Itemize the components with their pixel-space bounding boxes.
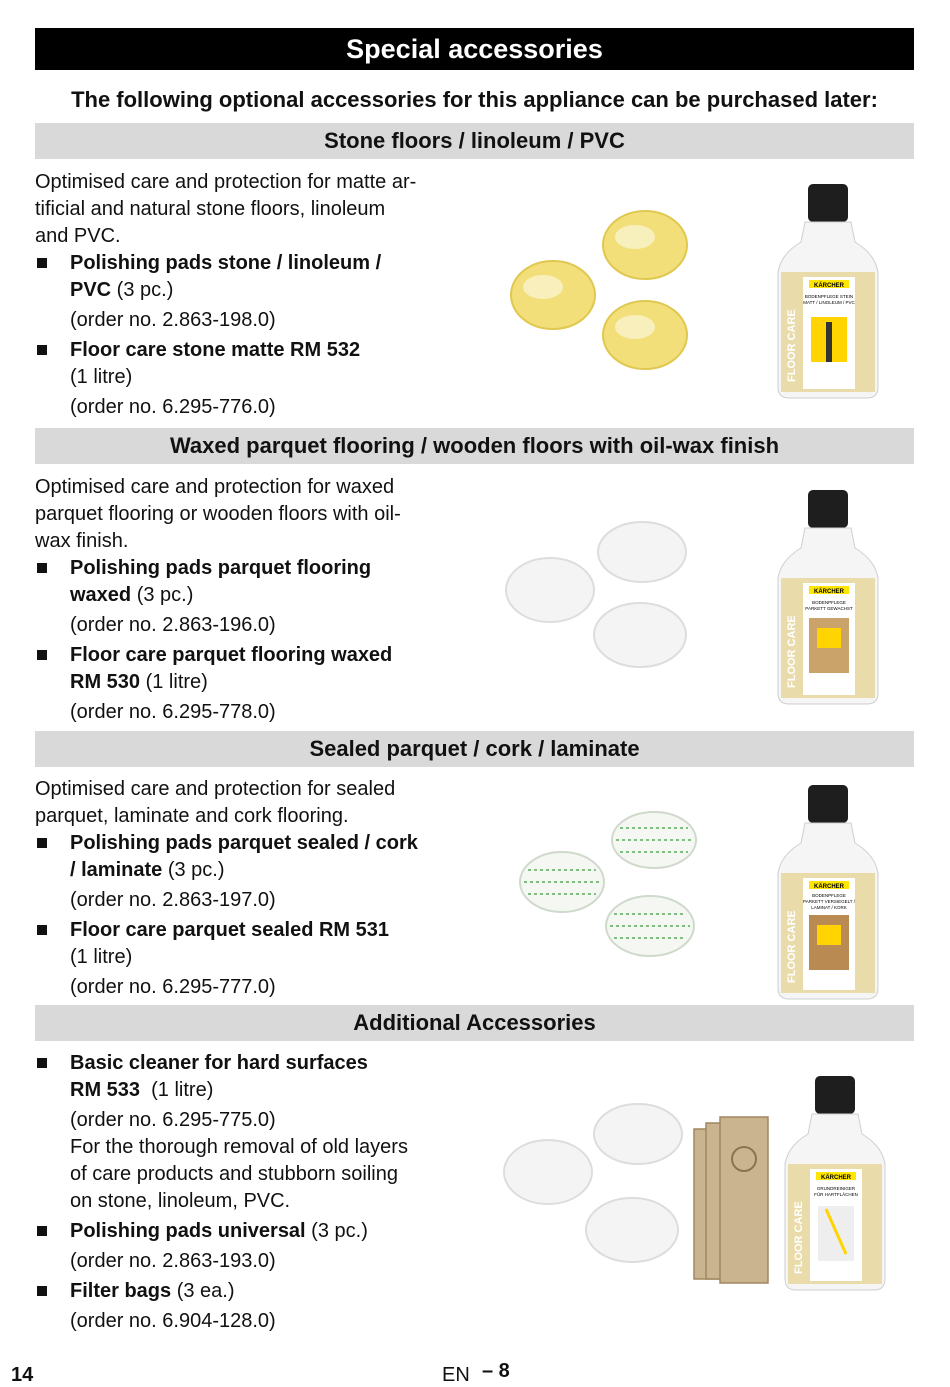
page-number-right: – 8 xyxy=(482,1360,510,1382)
item-name-cont: waxed xyxy=(70,584,132,606)
section-body-sealed xyxy=(35,776,455,1001)
bullet-icon xyxy=(37,925,47,935)
bullet-icon xyxy=(37,650,47,660)
list-item xyxy=(35,1218,455,1275)
section-body-additional xyxy=(35,1050,455,1335)
yellow-polishing-pads-image xyxy=(495,195,735,375)
item-note: of care products and stubborn soiling xyxy=(70,1163,398,1185)
bottle-label: MATT / LINOLEUM / PVC xyxy=(803,300,855,305)
item-qty: (3 pc.) xyxy=(131,584,194,606)
item-qty: (3 pc.) xyxy=(162,859,225,881)
filter-bags-image xyxy=(690,1115,775,1290)
item-order: (order no. 6.295-778.0) xyxy=(70,701,276,723)
bottle-brand: KÄRCHER xyxy=(814,283,844,289)
list-item xyxy=(35,917,455,1001)
bullet-icon xyxy=(37,563,47,573)
list-item xyxy=(35,1278,455,1335)
bullet-icon xyxy=(37,1226,47,1236)
item-qty: (1 litre) xyxy=(70,946,133,968)
floor-care-bottle-image xyxy=(775,182,885,402)
bottle-side-text: FLOOR CARE xyxy=(786,615,798,688)
bottle-side-text: FLOOR CARE xyxy=(786,910,798,983)
item-name: Floor care stone matte RM 532 xyxy=(70,339,361,361)
bottle-label: PARKETT VERSIEGELT / xyxy=(803,899,855,904)
bottle-label: BODENPFLEGE xyxy=(812,600,846,605)
white-polishing-pads-image xyxy=(500,520,700,670)
list-item xyxy=(35,1050,455,1215)
section-header-additional: Additional Accessories xyxy=(35,1005,914,1041)
item-order: (order no. 2.863-197.0) xyxy=(70,889,276,911)
item-name: Floor care parquet flooring waxed xyxy=(70,644,393,666)
item-name: Filter bags xyxy=(70,1280,172,1302)
bottle-label: LAMINAT / KORK xyxy=(811,905,847,910)
bottle-label: BODENPFLEGE xyxy=(812,893,846,898)
list-item xyxy=(35,555,455,639)
item-name-cont: RM 530 xyxy=(70,671,141,693)
item-qty: (1 litre) xyxy=(140,1079,214,1101)
item-name: Polishing pads universal xyxy=(70,1220,306,1242)
item-name: Basic cleaner for hard surfaces xyxy=(70,1052,368,1074)
section-body-stone xyxy=(35,169,455,421)
item-order: (order no. 6.295-775.0) xyxy=(70,1109,276,1131)
item-order: (order no. 2.863-193.0) xyxy=(70,1250,276,1272)
item-order: (order no. 6.904-128.0) xyxy=(70,1310,276,1332)
bullet-icon xyxy=(37,838,47,848)
item-qty: (3 ea.) xyxy=(171,1280,235,1302)
item-name-cont: PVC xyxy=(70,279,112,301)
item-note: on stone, linoleum, PVC. xyxy=(70,1190,291,1212)
desc-line: parquet, laminate and cork flooring. xyxy=(35,805,349,827)
desc-line: Optimised care and protection for waxed xyxy=(35,476,395,498)
item-name: Polishing pads parquet flooring xyxy=(70,557,372,579)
bottle-brand: KÄRCHER xyxy=(814,884,844,890)
page-title: Special accessories xyxy=(35,28,914,70)
list-item xyxy=(35,337,455,421)
bottle-brand: KÄRCHER xyxy=(814,589,844,595)
section-body-waxed xyxy=(35,474,455,726)
item-order: (order no. 2.863-198.0) xyxy=(70,309,276,331)
item-name-cont: RM 533 xyxy=(70,1079,141,1101)
bottle-label: PARKETT GEWACHST xyxy=(805,606,853,611)
bottle-label: BODENPFLEGE STEIN xyxy=(804,294,854,299)
bottle-label: FÜR HARTFLÄCHEN xyxy=(814,1192,858,1197)
section-header-sealed: Sealed parquet / cork / laminate xyxy=(35,731,914,767)
page-number-left: 14 xyxy=(11,1364,34,1386)
desc-line: tificial and natural stone floors, linoleum xyxy=(35,198,386,220)
item-order: (order no. 6.295-777.0) xyxy=(70,976,276,998)
list-item xyxy=(35,642,455,726)
language-code: EN xyxy=(442,1364,470,1386)
item-name-cont: / laminate xyxy=(70,859,163,881)
item-qty: (1 litre) xyxy=(70,366,133,388)
list-item xyxy=(35,250,455,334)
bottle-side-text: FLOOR CARE xyxy=(793,1201,805,1274)
bullet-icon xyxy=(37,1058,47,1068)
basic-cleaner-bottle-image xyxy=(782,1074,892,1296)
bullet-icon xyxy=(37,345,47,355)
desc-line: wax finish. xyxy=(35,530,129,552)
intro-text: The following optional accessories for this appliance can be purchased later: xyxy=(71,87,878,112)
item-name: Polishing pads stone / linoleum / xyxy=(70,252,382,274)
item-qty: (3 pc.) xyxy=(305,1220,368,1242)
desc-line: Optimised care and protection for matte ar- xyxy=(35,171,417,193)
item-qty: (1 litre) xyxy=(140,671,208,693)
bullet-icon xyxy=(37,1286,47,1296)
section-header-waxed: Waxed parquet flooring / wooden floors with oil-wax finish xyxy=(35,428,914,464)
section-header-stone: Stone floors / linoleum / PVC xyxy=(35,123,914,159)
desc-line: Optimised care and protection for sealed xyxy=(35,778,396,800)
bottle-side-text: FLOOR CARE xyxy=(786,309,798,382)
universal-polishing-pads-image xyxy=(500,1100,690,1275)
bottle-label: GRUNDREINIGER xyxy=(816,1186,856,1191)
item-order: (order no. 6.295-776.0) xyxy=(70,396,276,418)
item-name: Floor care parquet sealed RM 531 xyxy=(70,919,390,941)
bullet-icon xyxy=(37,258,47,268)
desc-line: parquet flooring or wooden floors with oil- xyxy=(35,503,401,525)
bottle-brand: KÄRCHER xyxy=(821,1175,851,1181)
floor-care-bottle-image xyxy=(775,783,885,1003)
item-note: For the thorough removal of old layers xyxy=(70,1136,408,1158)
item-name: Polishing pads parquet sealed / cork xyxy=(70,832,418,854)
item-order: (order no. 2.863-196.0) xyxy=(70,614,276,636)
item-qty: (3 pc.) xyxy=(111,279,174,301)
desc-line: and PVC. xyxy=(35,225,121,247)
floor-care-bottle-image xyxy=(775,488,885,708)
green-polishing-pads-image xyxy=(512,808,712,968)
list-item xyxy=(35,830,455,914)
